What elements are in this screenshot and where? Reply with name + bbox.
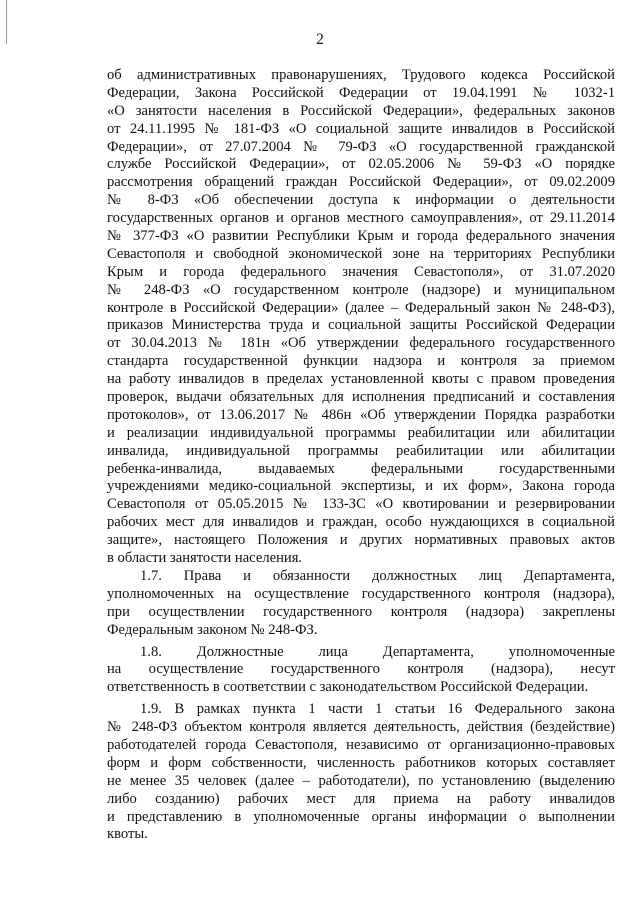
text-line: 1.7. Права и обязанности должностных лиц Департамента, — [140, 567, 615, 584]
document-body — [107, 67, 615, 844]
paragraph-1-8 — [107, 644, 615, 698]
text-line: работодателей города Севастополя, независимо от организационно-правовых — [107, 736, 615, 753]
text-line: № 248-ФЗ объектом контроля является деятельность, действия (бездействие) — [107, 719, 615, 736]
text-line: протоколов», от 13.06.2017 № 486н «Об утверждении Порядка разработки — [107, 406, 615, 423]
text-line: ответственность в соответствии с законодательством Российской Федерации. — [107, 679, 589, 696]
text-line: защите», настоящего Положения и других нормативных правовых актов — [107, 532, 615, 549]
text-line: Федерации», от 27.07.2004 № 79-ФЗ «О государственной гражданской — [107, 138, 615, 155]
paragraph-1-9 — [107, 701, 615, 844]
text-line: службе Российской Федерации», от 02.05.2006 № 59-ФЗ «О порядке — [107, 156, 615, 173]
text-line: при осуществлении государственного контроля (надзора) закреплены — [107, 603, 615, 620]
text-line: приказов Министерства труда и социальной защиты Российской Федерации — [107, 317, 615, 334]
text-line: об административных правонарушениях, Трудового кодекса Российской — [107, 67, 615, 83]
text-line: квоты. — [107, 826, 148, 843]
text-line: уполномоченных на осуществление государственного контроля (надзора), — [107, 585, 615, 602]
text-line: от 24.11.1995 № 181-ФЗ «О социальной защите инвалидов в Российской — [107, 120, 615, 137]
text-line: № 248-ФЗ «О государственном контроле (надзоре) и муниципальном — [107, 281, 615, 298]
text-line: форм и форм собственности, численность работников которых составляет — [107, 754, 615, 771]
text-line: от 30.04.2013 № 181н «Об утверждении федерального государственного — [107, 335, 615, 352]
text-line: № 8-ФЗ «Об обеспечении доступа к информации о деятельности — [107, 192, 615, 209]
text-line: 1.8. Должностные лица Департамента, уполномоченные — [140, 643, 615, 660]
text-line: проверок, выдачи обязательных для исполнения предписаний и составления — [107, 389, 615, 406]
text-line: 1.9. В рамках пункта 1 части 1 статьи 16 Федерального закона — [140, 701, 615, 718]
text-line: и представлению в уполномоченные органы информации о выполнении — [107, 808, 615, 825]
text-line: Федерации, Закона Российской Федерации от 19.04.1991 № 1032-1 — [107, 84, 615, 101]
text-line: государственных органов и органов местного самоуправления», от 29.11.2014 — [107, 210, 615, 227]
text-line: и реализации индивидуальной программы реабилитации или абилитации — [107, 424, 615, 441]
text-line: № 377-ФЗ «О развитии Республики Крым и города федерального значения — [107, 228, 615, 245]
text-line: не менее 35 человек (далее – работодатели), по установлению (выделению — [107, 772, 615, 789]
text-line: контроле в Российской Федерации» (далее – Федеральный закон № 248-ФЗ), — [107, 299, 615, 316]
text-line: рабочих мест для инвалидов и граждан, особо нуждающихся в социальной — [107, 514, 615, 531]
text-line: на осуществление государственного контроля (надзора), несут — [107, 661, 615, 678]
text-line: либо созданию) рабочих мест для приема на работу инвалидов — [107, 790, 615, 807]
text-line: Федеральным законом № 248-ФЗ. — [107, 621, 318, 638]
text-line: ребенка-инвалида, выдаваемых федеральными государственными — [107, 460, 615, 477]
text-line: рассмотрения обращений граждан Российской Федерации», от 09.02.2009 — [107, 174, 615, 191]
text-line: «О занятости населения в Российской Федерации», федеральных законов — [107, 102, 615, 119]
text-line: на работу инвалидов в пределах установленной квоты с правом проведения — [107, 371, 615, 388]
text-line: в области занятости населения. — [107, 550, 303, 567]
text-line: учреждениями медико-социальной экспертизы, и их форм», Закона города — [107, 478, 615, 495]
text-line: Крым и города федерального значения Севастополя», от 31.07.2020 — [107, 263, 615, 280]
paragraph-1-7 — [107, 568, 615, 640]
text-line: инвалида, индивидуальной программы реабилитации или абилитации — [107, 442, 615, 459]
paragraph-legal-basis — [107, 67, 615, 568]
text-line: стандарта государственной функции надзора и контроля за приемом — [107, 353, 615, 370]
text-line: Севастополя и свободной экономической зоне на территориях Республики — [107, 245, 615, 262]
page-number: 2 — [316, 31, 324, 48]
text-line: Севастополя от 05.05.2015 № 133-ЗС «О квотировании и резервировании — [107, 496, 615, 513]
